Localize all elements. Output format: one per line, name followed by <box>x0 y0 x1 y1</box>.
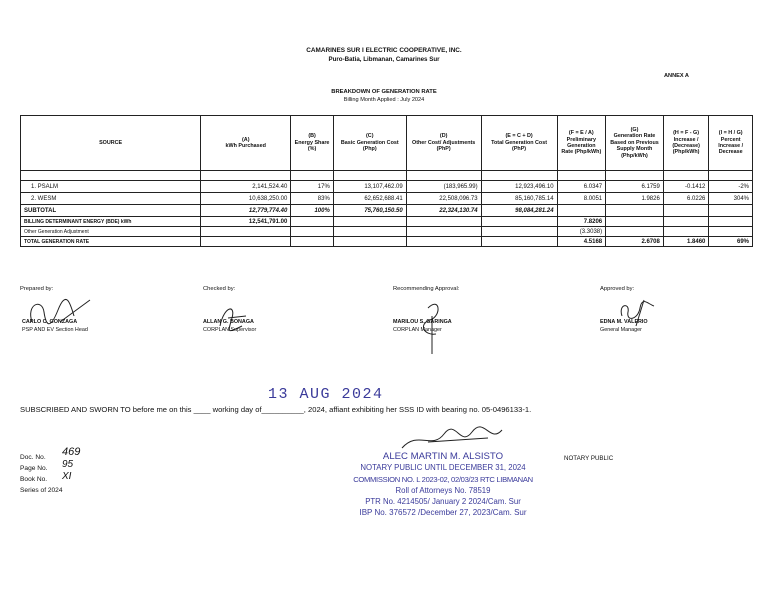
cell: 62,652,688.41 <box>333 193 406 205</box>
cell: 22,508,096.73 <box>406 193 481 205</box>
cell: 69% <box>709 237 753 247</box>
checked-by-position: CORPLAN Supervisor <box>203 327 257 333</box>
doc-no-label: Doc. No. <box>20 454 46 461</box>
breakdown-title: BREAKDOWN OF GENERATION RATE <box>331 89 437 95</box>
book-no-value: XI <box>62 471 72 482</box>
notary-ptr: PTR No. 4214505/ January 2 2024/Cam. Sur <box>365 497 521 506</box>
col-header-c: (C) Basic Generation Cost (Php) <box>333 116 406 171</box>
cell: 12,779,774.40 <box>201 205 291 217</box>
cell: 2,141,524.40 <box>201 181 291 193</box>
col-header-i: (I = H / G) Percent Increase / Decrease <box>709 116 753 171</box>
notary-ibp: IBP No. 376572 /December 27, 2023/Cam. Sur <box>359 508 527 517</box>
cell: 100% <box>291 205 334 217</box>
cell: 2.6708 <box>606 237 664 247</box>
cell: SUBTOTAL <box>21 205 201 217</box>
cell: BILLING DETERMINANT ENERGY (BDE) kWh <box>21 217 201 227</box>
recommending-name: MARILOU S. GARINGA <box>393 319 452 325</box>
prepared-by-name: CARLO C. GONZAGA <box>22 319 78 325</box>
cell: 12,923,496.10 <box>481 181 557 193</box>
company-address: Puro-Batia, Libmanan, Camarines Sur <box>328 56 440 63</box>
col-header-f: (F = E / A) Preliminary Generation Rate (Php/kWh) <box>557 116 606 171</box>
cell: -2% <box>709 181 753 193</box>
oath-statement: SUBSCRIBED AND SWORN TO before me on this ____ working day of__________, 2024, affiant exhibiting her SSS ID with bearing no. 05-0496133-1. <box>20 405 532 414</box>
cell: 85,160,785.14 <box>481 193 557 205</box>
cell: 22,324,130.74 <box>406 205 481 217</box>
cell: 2. WESM <box>21 193 201 205</box>
signature-recommending <box>410 296 460 356</box>
cell: TOTAL GENERATION RATE <box>21 237 201 247</box>
cell: 12,541,791.00 <box>201 217 291 227</box>
notary-until: NOTARY PUBLIC UNTIL DECEMBER 31, 2024 <box>360 463 526 472</box>
total-row <box>21 237 753 247</box>
approved-by-name: EDNA M. VALERIO <box>600 319 648 325</box>
prepared-by-label: Prepared by: <box>20 286 54 292</box>
series-label: Series of 2024 <box>20 487 63 494</box>
cell: 1. PSALM <box>21 181 201 193</box>
cell: 4.5168 <box>557 237 606 247</box>
notary-name: ALEC MARTIN M. ALSISTO <box>382 451 504 462</box>
cell: (3.3038) <box>557 227 606 237</box>
cell: 7.8206 <box>557 217 606 227</box>
table-row <box>21 181 753 193</box>
generation-rate-table <box>20 115 753 247</box>
cell: 6.0347 <box>557 181 606 193</box>
approved-by-label: Approved by: <box>600 286 635 292</box>
table-header-row <box>21 116 753 171</box>
col-header-b: (B) Energy Share (%) <box>291 116 334 171</box>
recommending-position: CORPLAN Manager <box>393 327 442 333</box>
col-header-h: (H = F - G) Increase / (Decrease) (Php/kWh) <box>663 116 709 171</box>
checked-by-label: Checked by: <box>203 286 236 292</box>
cell: 6.1759 <box>606 181 664 193</box>
billing-month: Billing Month Applied : July 2024 <box>343 97 425 103</box>
table-row <box>21 193 753 205</box>
col-header-e: (E = C + D) Total Generation Cost (PhP) <box>481 116 557 171</box>
page-no-value: 95 <box>62 459 74 470</box>
cell: 75,760,150.50 <box>333 205 406 217</box>
notary-commission: COMMISSION NO. L 2023-02, 02/03/23 RTC LIBMANAN <box>353 475 533 484</box>
spacer-row <box>21 171 753 181</box>
cell: 8.0051 <box>557 193 606 205</box>
recommending-label: Recommending Approval: <box>393 286 460 292</box>
col-header-a: (A) kWh Purchased <box>201 116 291 171</box>
cell: 17% <box>291 181 334 193</box>
cell: Other Generation Adjustment <box>21 227 201 237</box>
cell: 83% <box>291 193 334 205</box>
col-header-g: (G) Generation Rate Based on Previous Supply Month (Php/kWh) <box>606 116 664 171</box>
cell: 13,107,462.09 <box>333 181 406 193</box>
col-header-d: (D) Other Cost/ Adjustments (PhP) <box>406 116 481 171</box>
cell: 1.8460 <box>663 237 709 247</box>
other-adjustment-row <box>21 227 753 237</box>
cell: 304% <box>709 193 753 205</box>
approved-by-position: General Manager <box>600 327 642 333</box>
cell: 6.0226 <box>663 193 709 205</box>
subtotal-row <box>21 205 753 217</box>
prepared-by-position: PSP AND EV Section Head <box>22 327 88 333</box>
col-header-source: SOURCE <box>21 116 201 171</box>
cell: 98,084,281.24 <box>481 205 557 217</box>
book-no-label: Book No. <box>20 476 48 483</box>
page-no-label: Page No. <box>20 465 48 472</box>
date-stamp: 13 AUG 2024 <box>268 386 384 403</box>
annex-label: ANNEX A <box>664 73 689 79</box>
cell: 10,638,250.00 <box>201 193 291 205</box>
notary-public-label: NOTARY PUBLIC <box>564 455 614 462</box>
company-name: CAMARINES SUR I ELECTRIC COOPERATIVE, INC. <box>306 47 462 54</box>
cell: (183,965.99) <box>406 181 481 193</box>
doc-no-value: 469 <box>62 446 81 458</box>
cell: -0.1412 <box>663 181 709 193</box>
cell: 1.9826 <box>606 193 664 205</box>
checked-by-name: ALLAN G. BONAGA <box>203 319 254 325</box>
bde-row <box>21 217 753 227</box>
notary-roll: Roll of Attorneys No. 78519 <box>395 486 491 495</box>
